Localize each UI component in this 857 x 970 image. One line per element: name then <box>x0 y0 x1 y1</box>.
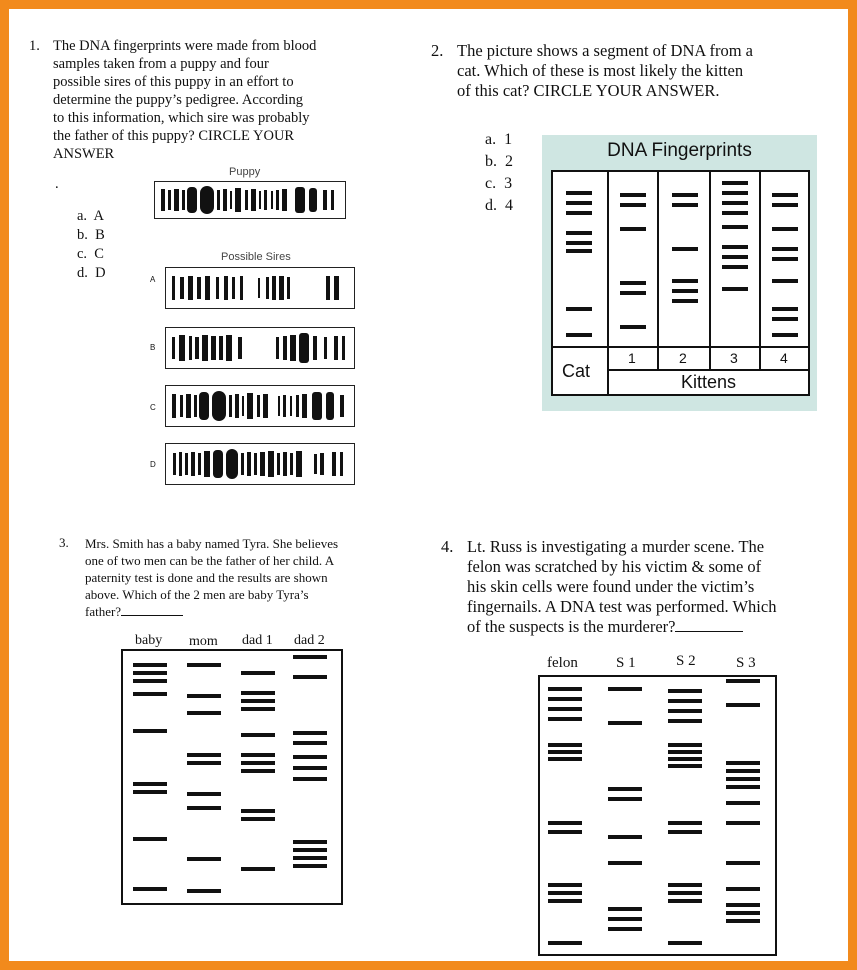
sire-d-strip <box>165 443 355 485</box>
q4-text <box>467 537 837 637</box>
sire-c-strip <box>165 385 355 427</box>
q1-choice-a[interactable]: a. A <box>77 208 104 224</box>
q1-line: the father of this puppy? CIRCLE YOUR <box>53 128 295 144</box>
q2-choice-a[interactable]: a. 1 <box>485 131 513 148</box>
q1-line: determine the puppy’s pedigree. According <box>53 92 304 108</box>
q1-line: possible sires of this puppy in an effort to <box>53 74 294 90</box>
q4-lane-label: S 3 <box>736 655 756 671</box>
q4-answer-blank[interactable] <box>675 617 743 632</box>
q1-line: samples taken from a puppy and four <box>53 56 269 72</box>
q1-choice-b[interactable]: b. B <box>77 227 105 243</box>
paternity-gel <box>121 649 343 905</box>
q1-line: The DNA fingerprints were made from blood <box>53 38 317 54</box>
q3-lane-label: dad 2 <box>294 633 325 648</box>
sire-b-strip <box>165 327 355 369</box>
sire-a-strip <box>165 267 355 309</box>
q4-line: Lt. Russ is investigating a murder scene. The <box>467 537 765 556</box>
q3-lane-label: dad 1 <box>242 633 273 648</box>
q1-line: ANSWER <box>53 146 115 162</box>
q3-line: one of two men can be the father of her child. A <box>85 553 335 568</box>
q2-line: of this cat? CIRCLE YOUR ANSWER. <box>457 81 720 100</box>
q4-lane-label: S 2 <box>676 653 696 669</box>
possible-sires-label: Possible Sires <box>221 251 291 263</box>
q3-line: above. Which of the 2 men are baby Tyra’s <box>85 587 309 602</box>
dna-fingerprints-panel <box>542 135 817 411</box>
q3-answer-blank[interactable] <box>121 603 183 616</box>
q1-choices <box>77 207 106 283</box>
dna-fingerprints-title: DNA Fingerprints <box>607 140 752 161</box>
q1-number: 1. <box>29 38 40 54</box>
kittens-label: Kittens <box>680 372 737 392</box>
q2-choice-d[interactable]: d. 4 <box>485 197 513 214</box>
q4-line: his skin cells were found under the victim’s <box>467 577 755 596</box>
q1-choice-c[interactable]: c. C <box>77 246 104 262</box>
puppy-strip <box>154 181 346 219</box>
kitten-number: 1 <box>628 350 636 366</box>
q1-choice-d[interactable]: d. D <box>77 265 106 281</box>
kitten-number: 3 <box>730 350 738 366</box>
q3-text <box>85 535 385 620</box>
sire-letter: A <box>150 275 156 284</box>
sire-a-bands <box>166 268 354 308</box>
q3-lane-label: mom <box>189 634 218 649</box>
q2-number: 2. <box>431 41 444 60</box>
q2-line: cat. Which of these is most likely the kitten <box>457 61 744 80</box>
q1-line: to this information, which sire was probably <box>53 110 310 126</box>
kitten-number: 4 <box>780 350 788 366</box>
q1-text <box>53 37 373 163</box>
sire-c-bands <box>166 386 354 426</box>
q2-choices <box>485 129 513 217</box>
crime-scene-gel <box>538 675 777 956</box>
q2-text <box>457 41 837 101</box>
puppy-label: Puppy <box>229 166 261 178</box>
q2-line: The picture shows a segment of DNA from a <box>457 41 754 60</box>
q4-lane-label: S 1 <box>616 655 636 671</box>
sire-b-bands <box>166 328 354 368</box>
q1-stray-mark: . <box>55 176 59 192</box>
q4-line: of the suspects is the murderer? <box>467 617 676 636</box>
q4-number: 4. <box>441 537 454 556</box>
sire-letter: B <box>150 343 156 352</box>
cat-label: Cat <box>562 361 591 381</box>
q4-line: fingernails. A DNA test was performed. Which <box>467 597 777 616</box>
q3-lane-label: baby <box>135 633 163 648</box>
q2-choice-b[interactable]: b. 2 <box>485 153 513 170</box>
sire-d-bands <box>166 444 354 484</box>
q3-line: father? <box>85 604 122 619</box>
q4-lane-label: felon <box>547 655 578 671</box>
q3-line: Mrs. Smith has a baby named Tyra. She believes <box>85 536 339 551</box>
sire-letter: D <box>150 460 156 469</box>
q4-line: felon was scratched by his victim & some of <box>467 557 762 576</box>
sire-letter: C <box>150 403 156 412</box>
q3-number: 3. <box>59 535 69 550</box>
q3-line: paternity test is done and the results are shown <box>85 570 328 585</box>
q2-choice-c[interactable]: c. 3 <box>485 175 513 192</box>
puppy-bands <box>155 182 345 218</box>
kitten-number: 2 <box>679 350 687 366</box>
